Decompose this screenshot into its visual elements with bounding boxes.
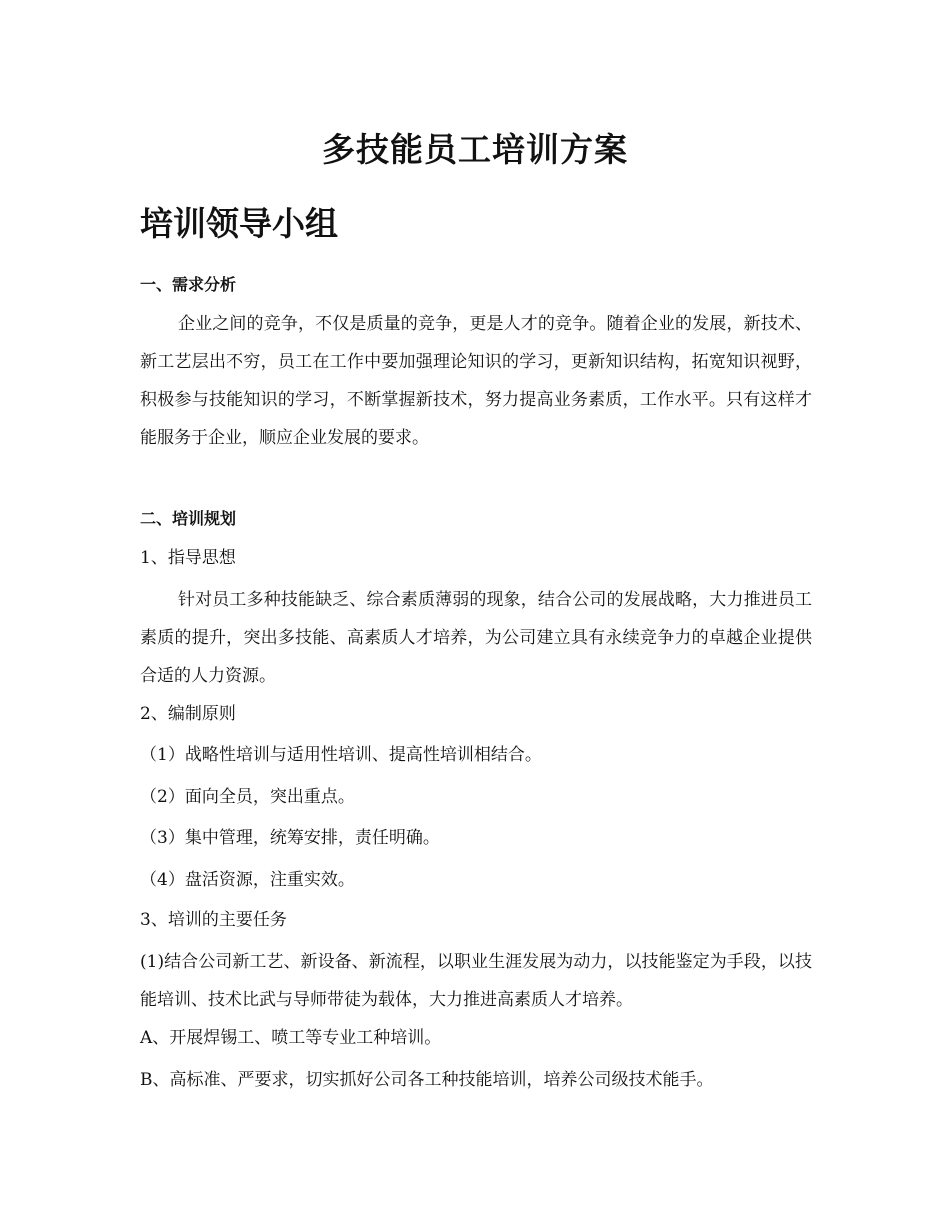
task-item-a: A、开展焊锡工、喷工等专业工种培训。 — [140, 1028, 442, 1048]
subsection2-heading: 2、编制原则 — [140, 704, 236, 724]
section1-paragraph: 企业之间的竞争，不仅是质量的竞争，更是人才的竞争。随着企业的发展，新技术、新工艺层出不穷，员工在工作中要加强理论知识的学习，更新知识结构，拓宽知识视野，积极参与技能知识的学习，不断掌握新技术，努力提高业务素质，工作水平。只有这样才能服务于企业，顺应企业发展的要求。 — [140, 314, 812, 448]
subsection1-paragraph: 针对员工多种技能缺乏、综合素质薄弱的现象，结合公司的发展战略，大力推进员工素质的提升，突出多技能、高素质人才培养，为公司建立具有永续竞争力的卓越企业提供合适的人力资源。 — [140, 590, 812, 686]
task-item-b: B、高标准、严要求，切实抓好公司各工种技能培训，培养公司级技术能手。 — [140, 1070, 714, 1090]
principle-item-4: （4）盘活资源，注重实效。 — [140, 870, 355, 890]
section-heading-leadership: 培训领导小组 — [140, 204, 338, 243]
principle-item-2: （2）面向全员，突出重点。 — [140, 787, 355, 807]
subsection3-heading: 3、培训的主要任务 — [140, 910, 287, 930]
document-title: 多技能员工培训方案 — [322, 130, 628, 169]
section2-heading: 二、培训规划 — [140, 509, 237, 528]
subsection1-heading: 1、指导思想 — [140, 548, 236, 568]
task-item-1: (1)结合公司新工艺、新设备、新流程，以职业生涯发展为动力，以技能鉴定为手段，以技能培训、技术比武与导师带徒为载体，大力推进高素质人才培养。 — [140, 952, 812, 1010]
principle-item-1: （1）战略性培训与适用性培训、提高性培训相结合。 — [140, 745, 542, 765]
principle-item-3: （3）集中管理，统筹安排，责任明确。 — [140, 828, 440, 848]
section1-heading: 一、需求分析 — [140, 275, 237, 294]
